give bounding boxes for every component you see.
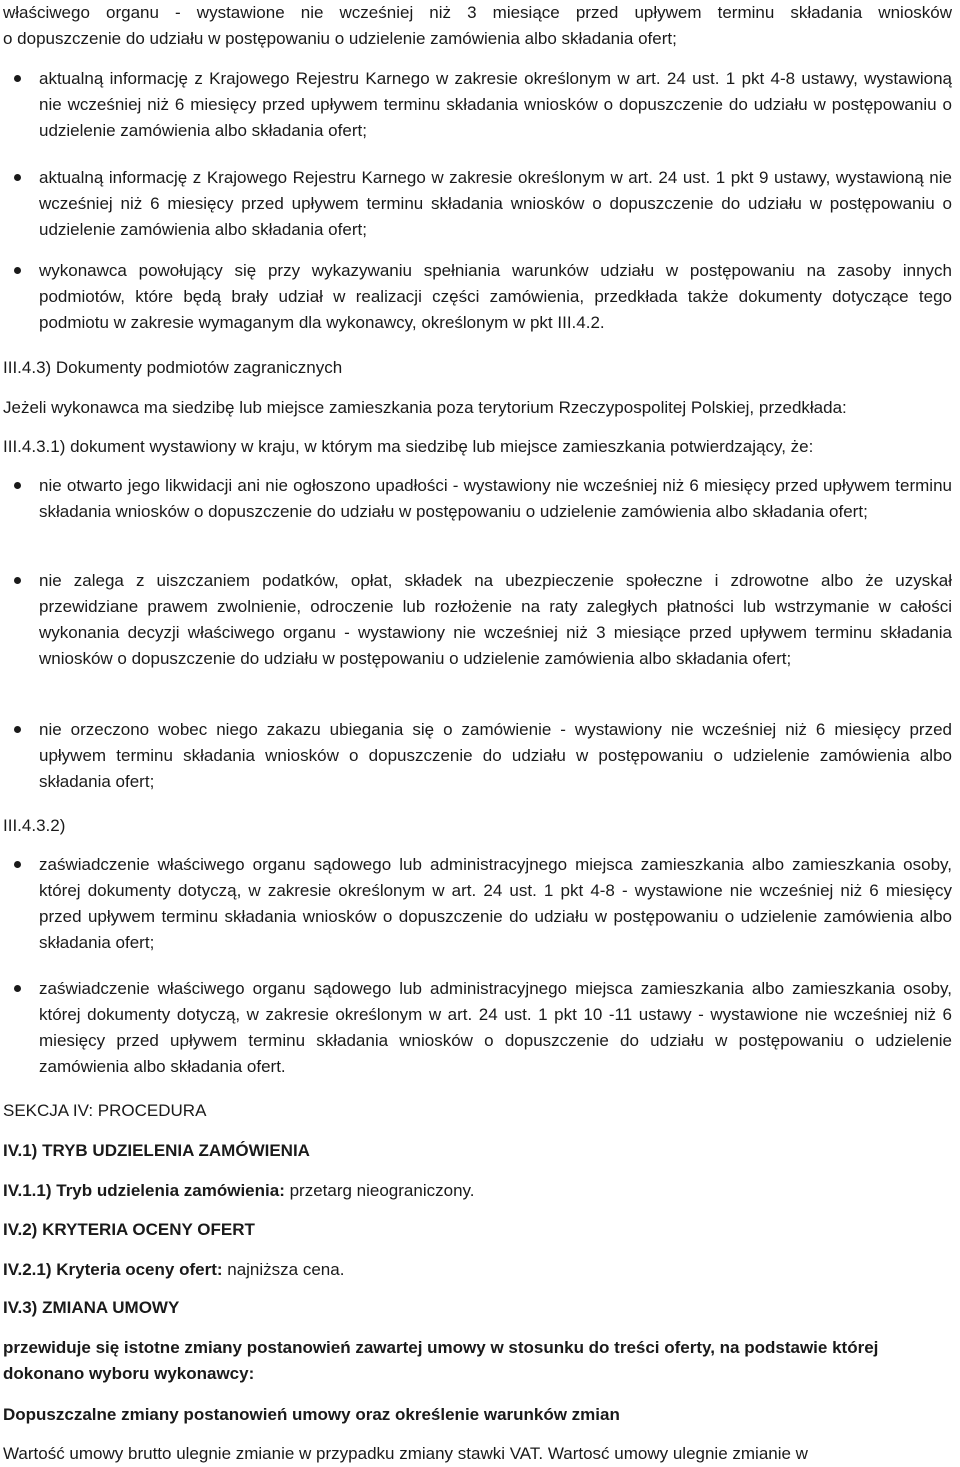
top-paragraph (0, 0, 960, 52)
iv-3-description: przewiduje się istotne zmiany postanowień zawartej umowy w stosunku do treści oferty, na podstawie której dokonano wyboru wykonawcy: (3, 1338, 879, 1383)
field-value: przetarg nieograniczony. (284, 1181, 475, 1200)
list-item-text: aktualną informację z Krajowego Rejestru Karnego w zakresie określonym w art. 24 ust. 1 pkt 9 ustawy, wystawioną nie wcześniej niż 6 miesięcy przed upływem terminu składania wniosków o dopuszczenie do udziału w postępowaniu o udzielenie zamówienia albo składania ofert; (39, 168, 952, 239)
list-item (0, 852, 960, 956)
last-paragraph-line: Wartość umowy brutto ulegnie zmianie w przypadku zmiany stawki VAT. Wartosć umowy ulegnie zmianie w (3, 1444, 808, 1463)
field-label: IV.1.1) Tryb udzielenia zamówienia: (3, 1181, 285, 1200)
bullet-icon (14, 861, 21, 868)
list-item (0, 165, 960, 243)
bullet-icon (14, 482, 21, 489)
field-iv-1-1 (0, 1178, 960, 1204)
heading-iv-3: IV.3) ZMIANA UMOWY (3, 1298, 180, 1317)
list-item (0, 976, 960, 1080)
foreign-intro: Jeżeli wykonawca ma siedzibę lub miejsce zamieszkania poza terytorium Rzeczypospolitej Polskiej, przedkłada: (3, 398, 847, 417)
list-item-text: nie otwarto jego likwidacji ani nie ogłoszono upadłości - wystawiony nie wcześniej niż 6 miesięcy przed upływem terminu składania wniosków o dopuszczenie do udziału w postępowaniu o udzielenie zamówienia albo składania ofert; (39, 476, 952, 521)
bullet-icon (14, 726, 21, 733)
bullet-icon (14, 985, 21, 992)
point-iii-4-3-2: III.4.3.2) (3, 816, 66, 835)
list-item-text: aktualną informację z Krajowego Rejestru Karnego w zakresie określonym w art. 24 ust. 1 pkt 4-8 ustawy, wystawioną nie wcześniej niż 6 miesięcy przed upływem terminu składania wniosków o dopuszczenie do udziału w postępowaniu o udzielenie zamówienia albo składania ofert; (39, 69, 952, 140)
section-iv-title: SEKCJA IV: PROCEDURA (3, 1101, 207, 1120)
bullet-icon (14, 267, 21, 274)
list-item (0, 717, 960, 795)
top-paragraph-line-2: o dopuszczenie do udziału w postępowaniu o udzielenie zamówienia albo składania ofert; (3, 29, 677, 48)
field-value: najniższa cena. (222, 1260, 345, 1279)
bullet-icon (14, 75, 21, 82)
list-item (0, 568, 960, 672)
heading-iv-2: IV.2) KRYTERIA OCENY OFERT (3, 1220, 255, 1239)
point-iii-4-3-1: III.4.3.1) dokument wystawiony w kraju, w którym ma siedzibę lub miejsce zamieszkania potwierdzający, że: (3, 437, 814, 456)
list-item-text: nie orzeczono wobec niego zakazu ubiegania się o zamówienie - wystawiony nie wcześniej niż 6 miesięcy przed upływem terminu składania wniosków o dopuszczenie do udziału w postępowaniu o udzielenie zamówienia albo składania ofert; (39, 720, 952, 791)
heading-iv-1: IV.1) TRYB UDZIELENIA ZAMÓWIENIA (3, 1141, 310, 1160)
list-item (0, 66, 960, 144)
bullet-icon (14, 577, 21, 584)
list-item (0, 258, 960, 336)
changes-heading: Dopuszczalne zmiany postanowień umowy oraz określenie warunków zmian (3, 1405, 620, 1424)
field-label: IV.2.1) Kryteria oceny ofert: (3, 1260, 223, 1279)
list-item-text: wykonawca powołujący się przy wykazywaniu spełniania warunków udziału w postępowaniu na zasoby innych podmiotów, które będą brały udział w realizacji części zamówienia, przedkłada także dokumenty dotyczące tego podmiotu w zakresie wymaganym dla wykonawcy, określonym w pkt III.4.2. (39, 261, 952, 332)
heading-iii-4-3: III.4.3) Dokumenty podmiotów zagranicznych (3, 358, 343, 377)
list-item-text: nie zalega z uiszczaniem podatków, opłat, składek na ubezpieczenie społeczne i zdrowotne albo że uzyskał przewidziane prawem zwolnienie, odroczenie lub rozłożenie na raty zaległych płatności lub wstrzymanie w całości wykonania decyzji właściwego organu - wystawiony nie wcześniej niż 3 miesiące przed upływem terminu składania wniosków o dopuszczenie do udziału w postępowaniu o udzielenie zamówienia albo składania ofert; (39, 571, 952, 668)
bullet-icon (14, 174, 21, 181)
top-paragraph-line-1: właściwego organu - wystawione nie wcześniej niż 3 miesiące przed upływem terminu składania wniosków (3, 3, 952, 22)
list-item (0, 473, 960, 525)
field-iv-2-1 (0, 1257, 960, 1283)
list-item-text: zaświadczenie właściwego organu sądowego lub administracyjnego miejsca zamieszkania albo zamieszkania osoby, której dokumenty dotyczą, w zakresie określonym w art. 24 ust. 1 pkt 4-8 - wystawione nie wcześniej niż 6 miesięcy przed upływem terminu składania wniosków o dopuszczenie do udziału w postępowaniu o udzielenie zamówienia albo składania ofert; (39, 855, 952, 952)
list-item-text: zaświadczenie właściwego organu sądowego lub administracyjnego miejsca zamieszkania albo zamieszkania osoby, której dokumenty dotyczą, w zakresie określonym w art. 24 ust. 1 pkt 10 -11 ustawy - wystawione nie wcześniej niż 6 miesięcy przed upływem terminu składania wniosków o dopuszczenie do udziału w postępowaniu o udzielenie zamówienia albo składania ofert. (39, 979, 952, 1076)
